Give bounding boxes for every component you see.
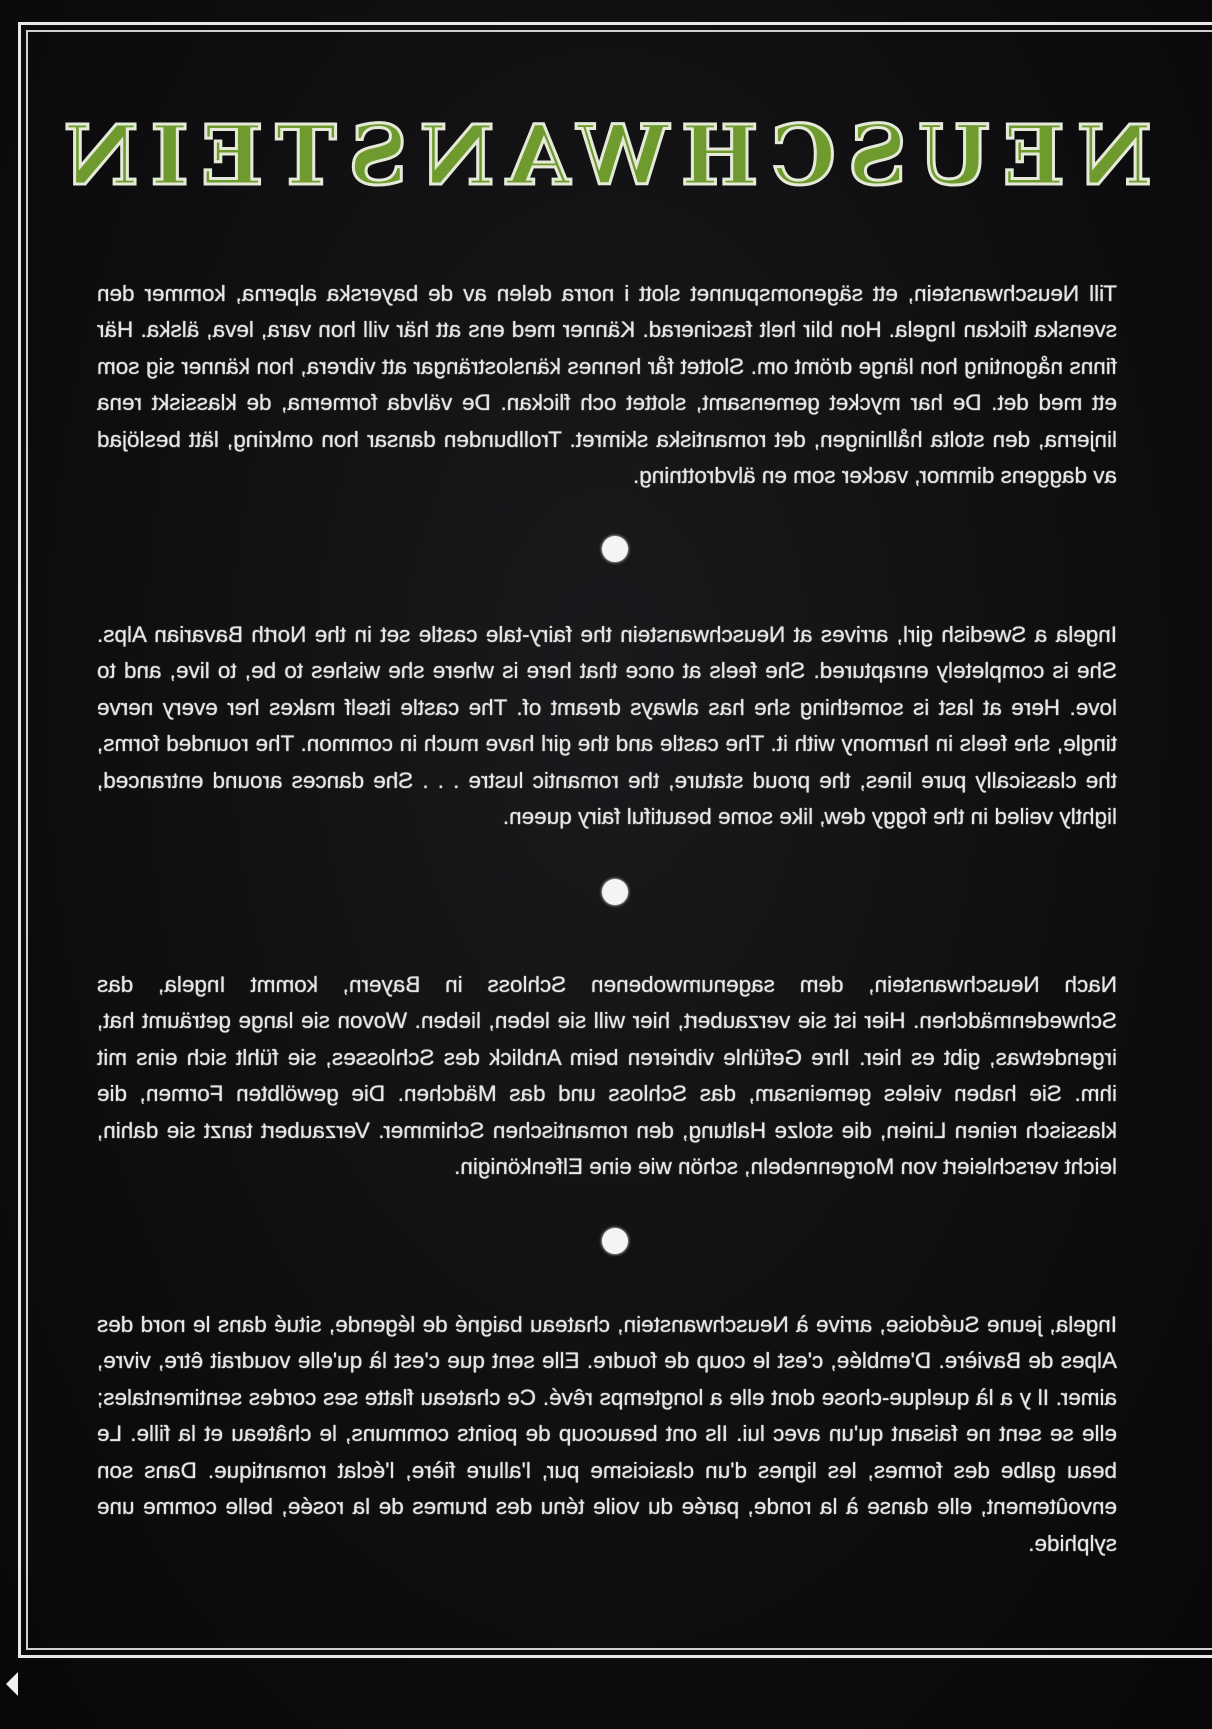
bullet-dot-icon	[602, 1228, 628, 1254]
paragraph-german: Nach Neuschwanstein, dem sagenumwobenen Schloss in Bayern, kommt Ingela, das Schwedenmädchen. Hier ist sie verzaubert, hier will sie leben, lieben. Wovon sie lange geträumt hat, irgendetwas, gibt es hier. Ihre Gefühle vibrieren beim Anblick des Schlosses, sie fühlt sich eins mit ihm. Sie haben vieles gemeinsam, das Schloss und das Mädchen. Die gewölbten Formen, die klassisch reinen Linien, die stolze Haltung, den romantischen Schimmer. Verzaubert tanzt sie dahin, leicht verschleiert von Morgennebeln, schön wie eine Elfenkönigin.	[97, 971, 1117, 1179]
page-title: NEUSCHWANSTEIN	[51, 108, 1152, 204]
left-arrow-icon[interactable]	[6, 1672, 18, 1696]
bullet-dot-icon	[602, 536, 628, 562]
paragraph-swedish: Till Neuschwanstein, ett sägenomspunnet slott i norra delen av de bayerska alperna, kommer den svenska flickan Ingela. Hon blir helt fascinerad. Känner med ens att här vill hon vara, leva, älska. Här finns någonting hon länge drömt om. Slottet får hennes känslosträngar att vibrera, hon känner sig som ett med det. De har mycket gemensamt, slottet och flickan. De välvda formerna, de klassiskt rena linjerna, den stolta hållningen, det romantiska skimret. Trollbunden dansar hon omkring, lätt beslöjad av daggens dimmor, vacker som en älvdrottning.	[97, 280, 1117, 488]
bullet-dot-icon	[602, 879, 628, 905]
paragraph-english: Ingela a Swedish girl, arrives at Neuschwanstein the fairy-tale castle set in the North Bavarian Alps. She is completely enraptured. She feels at once that here is where she wishes to be, to live, and to love. Here at last is something she has always dreamt of. The castle itself makes her every nerve tingle, she feels in harmony with it. The castle and the girl have much in common. The rounded forms, the classically pure lines, the proud stature, the romantic lustre . . . She dances around entranced, lightly veiled in the foggy dew, like some beautiful fairy queen.	[97, 621, 1117, 829]
paragraph-french: Ingela, jeune Suédoise, arrive à Neuschwanstein, chateau baigné de légende, situé dans le nord des Alpes de Bavière. D'emblée, c'est le coup de foudre. Elle sent que c'est là qu'elle voudrait être, vivre, aimer. Il y a là quelque-chose dont elle a longtemps rêvé. Ce chateau flatte ses cordes sentimentales; elle se sent ne faisant qu'un avec lui. Ils ont beaucoup de points communs, le château et la fille. Le beau galbe des formes, les lignes d'un clasicisme pur, l'allure fière, l'éclat romantique. Dans son envoûtement, elle danse à la ronde, parée du voile ténu des brumes de la rosée, belle comme une sylphide.	[97, 1311, 1117, 1556]
